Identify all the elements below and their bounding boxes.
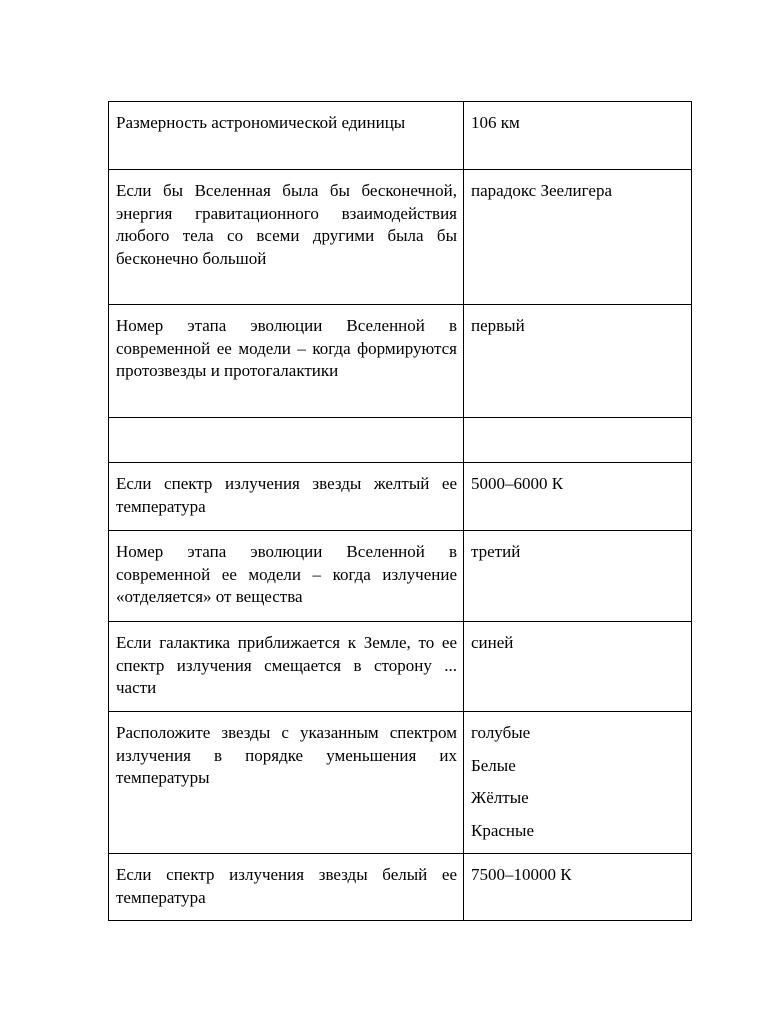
table-row bbox=[108, 304, 692, 418]
question-cell: Если спектр излучения звезды желтый ее температура bbox=[116, 474, 457, 516]
column-divider bbox=[463, 418, 464, 462]
column-divider bbox=[463, 102, 464, 169]
question-cell: Если спектр излучения звезды белый ее температура bbox=[116, 865, 457, 907]
question-cell: Номер этапа эволюции Вселенной в современной ее модели – когда излучение «отделяется» от вещества bbox=[116, 542, 457, 606]
column-divider bbox=[463, 463, 464, 530]
answer-line: Белые bbox=[471, 755, 516, 775]
answer-cell: первый bbox=[471, 316, 525, 335]
table-row bbox=[108, 621, 692, 712]
column-divider bbox=[463, 854, 464, 920]
question-cell: Номер этапа эволюции Вселенной в современной ее модели – когда формируются протозвезды и протогалактики bbox=[116, 316, 457, 380]
table-row bbox=[108, 711, 692, 854]
column-divider bbox=[463, 531, 464, 621]
answer-cell: синей bbox=[471, 633, 514, 652]
column-divider bbox=[463, 170, 464, 304]
column-divider bbox=[463, 622, 464, 711]
answer-cell: 5000–6000 К bbox=[471, 474, 564, 493]
answer-cell: 106 км bbox=[471, 113, 520, 132]
column-divider bbox=[463, 712, 464, 853]
question-cell: Размерность астрономической единицы bbox=[116, 113, 406, 132]
answer-line: голубые bbox=[471, 723, 531, 742]
question-cell: Если галактика приближается к Земле, то ее спектр излучения смещается в сторону ... части bbox=[116, 633, 457, 697]
question-cell: Расположите звезды с указанным спектром излучения в порядке уменьшения их температуры bbox=[116, 723, 457, 787]
table-row bbox=[108, 462, 692, 531]
answer-cell: парадокс Зеелигера bbox=[471, 181, 612, 200]
table-row bbox=[108, 101, 692, 170]
table-row bbox=[108, 853, 692, 921]
empty-table-row bbox=[108, 417, 692, 463]
table-row bbox=[108, 169, 692, 305]
column-divider bbox=[463, 305, 464, 417]
answer-line: Красные bbox=[471, 820, 534, 840]
table-row bbox=[108, 530, 692, 622]
answer-cell: 7500–10000 К bbox=[471, 865, 572, 884]
answer-cell: третий bbox=[471, 542, 521, 561]
answer-line: Жёлтые bbox=[471, 788, 529, 807]
question-cell: Если бы Вселенная была бы бесконечной, энергия гравитационного взаимодействия любого тела со всеми другими была бы бесконечно большой bbox=[116, 181, 457, 268]
answer-cell bbox=[471, 722, 685, 852]
